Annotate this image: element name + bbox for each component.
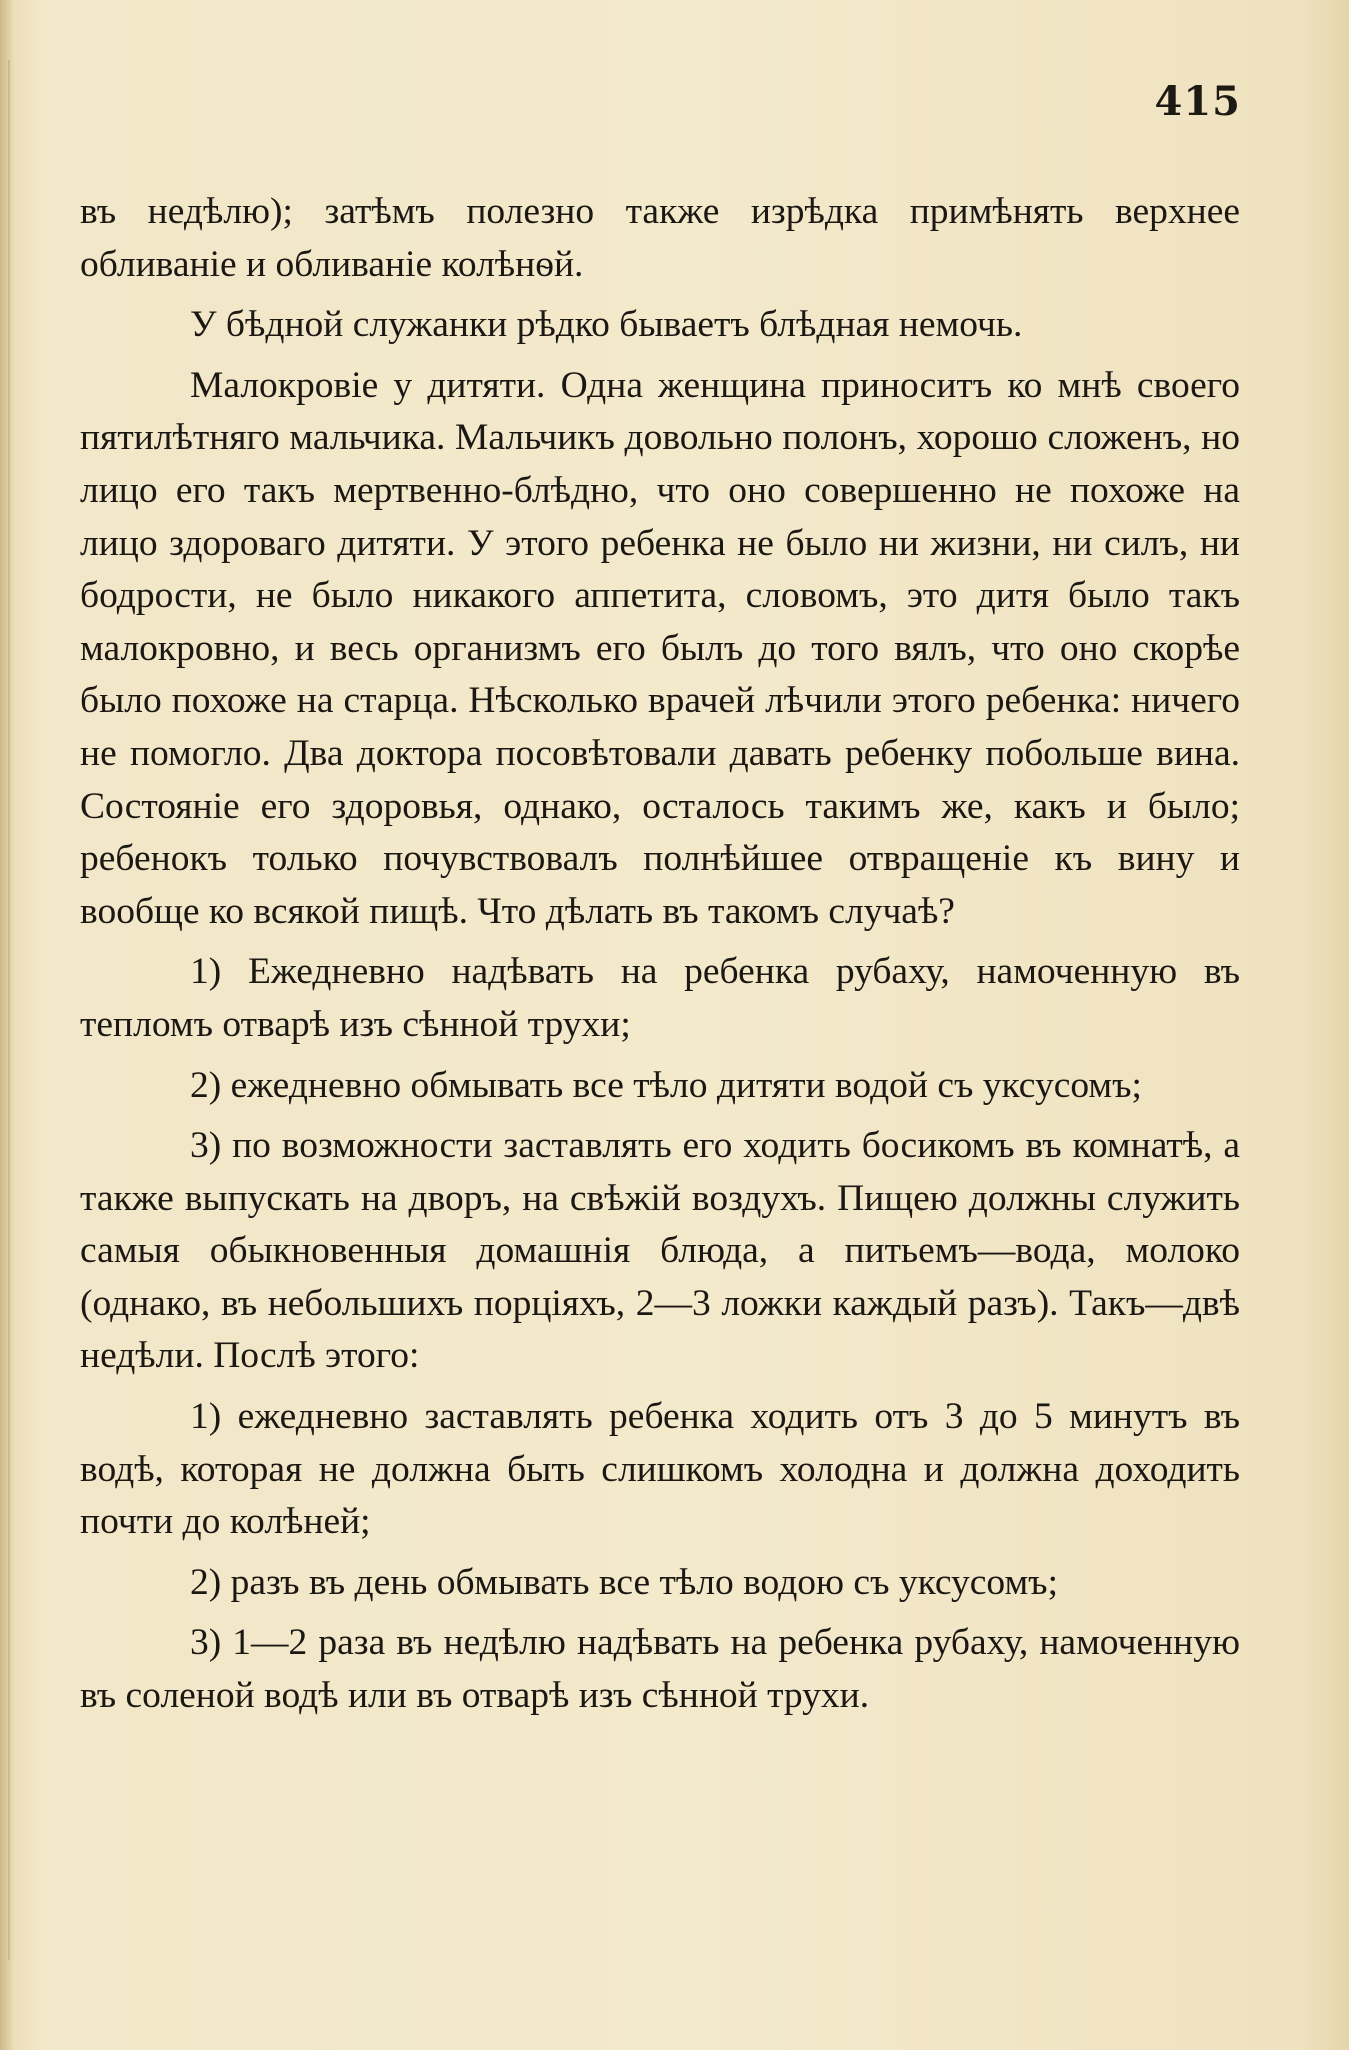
paragraph: 2) разъ въ день обмывать все тѣло водою съ уксусомъ;: [190, 1561, 1058, 1603]
paragraph: 1) Ежедневно надѣвать на ребенка рубаху, намоченную въ тепломъ отварѣ изъ сѣнной трухи;: [80, 951, 1240, 1045]
paragraph: Малокровіе у дитяти. Одна женщина приноситъ ко мнѣ своего пятилѣтняго мальчика. Мальчикъ довольно полонъ, хорошо сложенъ, но лицо его такъ мертвенно-блѣдно, что оно совершенно не похоже на лицо здороваго дитяти. У этого ребенка не было ни жизни, ни силъ, ни бодрости, не было никакого аппетита, словомъ, это дитя было такъ малокровно, и весь организмъ его былъ до того вялъ, что оно скорѣе было похоже на старца. Нѣсколько врачей лѣчили этого ребенка: ничего не помогло. Два доктора посовѣтовали давать ребенку побольше вина. Состояніе его здоровья, однако, осталось такимъ же, какъ и было; ребенокъ только почувствовалъ полнѣйшее отвращеніе къ вину и вообще ко всякой пищѣ. Что дѣлать въ такомъ случаѣ?: [80, 364, 1240, 932]
paragraph: 2) ежедневно обмывать все тѣло дитяти водой съ уксусомъ;: [190, 1064, 1142, 1106]
page-number: 415: [1154, 78, 1241, 125]
page-edge-line: [8, 60, 10, 1960]
paragraph: 3) по возможности заставлять его ходить босикомъ въ комнатѣ, а также выпускать на дворъ, на свѣжій воздухъ. Пищею должны служить самыя обыкновенныя домашнія блюда, а питьемъ—вода, молоко (однако, въ небольшихъ порціяхъ, 2—3 ложки каждый разъ). Такъ—двѣ недѣли. Послѣ этого:: [80, 1125, 1240, 1377]
paragraph: 1) ежедневно заставлять ребенка ходить отъ 3 до 5 минутъ въ водѣ, которая не должна быть слишкомъ холодна и должна доходить почти до колѣней;: [80, 1396, 1240, 1543]
page-spine-shadow: [0, 0, 14, 2050]
page-body-text: [80, 186, 1240, 1731]
paragraph: У бѣдной служанки рѣдко бываетъ блѣдная немочь.: [190, 304, 1023, 346]
paragraph: въ недѣлю); затѣмъ полезно также изрѣдка примѣнять верхнее обливаніе и обливаніе колѣнѳй.: [80, 191, 1240, 285]
paragraph: 3) 1—2 раза въ недѣлю надѣвать на ребенка рубаху, намоченную въ соленой водѣ или въ отварѣ изъ сѣнной трухи.: [80, 1622, 1240, 1717]
